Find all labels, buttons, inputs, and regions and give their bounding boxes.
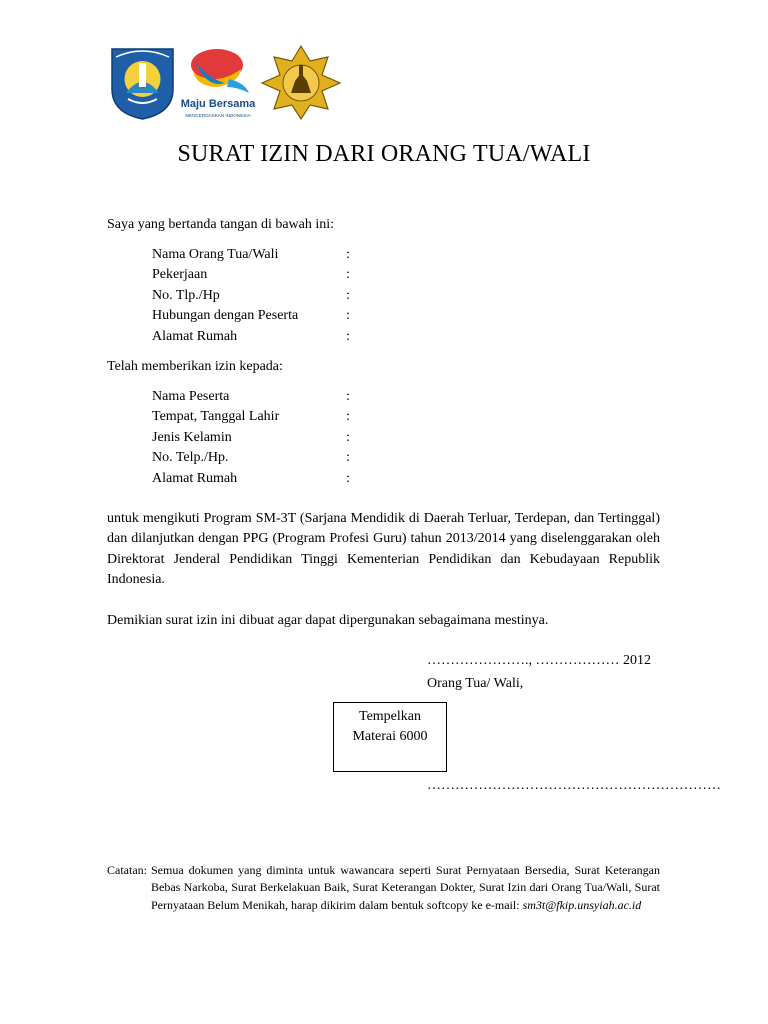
participant-fields bbox=[152, 387, 392, 489]
signatory-label: Orang Tua/ Wali, bbox=[427, 676, 524, 691]
field-parent-address[interactable]: Alamat Rumah : bbox=[152, 328, 350, 344]
stamp-line-2: Materai 6000 bbox=[352, 729, 428, 744]
parent-fields bbox=[152, 245, 392, 347]
field-gender[interactable]: Jenis Kelamin : bbox=[152, 429, 350, 445]
stamp-box bbox=[333, 702, 447, 772]
stamp-line-1: Tempelkan bbox=[359, 709, 421, 724]
field-birth-place-date[interactable]: Tempat, Tanggal Lahir : bbox=[152, 409, 350, 425]
kemdikbud-logo bbox=[106, 43, 179, 121]
signature-line[interactable]: ……………………………………………………… bbox=[427, 778, 721, 793]
contact-email[interactable]: sm3t@fkip.unsyiah.ac.id bbox=[522, 897, 642, 912]
field-participant-name[interactable]: Nama Peserta : bbox=[152, 389, 350, 404]
svg-text:Maju Bersama: Maju Bersama bbox=[180, 98, 256, 110]
maju-bersama-logo bbox=[179, 43, 257, 121]
unsyiah-logo bbox=[258, 43, 344, 121]
field-participant-address[interactable]: Alamat Rumah : bbox=[152, 470, 350, 486]
field-occupation[interactable]: Pekerjaan : bbox=[152, 267, 350, 283]
field-parent-name[interactable]: Nama Orang Tua/Wali : bbox=[152, 247, 350, 262]
svg-text:MENCERDASKAN INDONESIA: MENCERDASKAN INDONESIA bbox=[185, 113, 251, 118]
date-line[interactable]: …………………., ……………… 2012 bbox=[427, 653, 651, 668]
program-paragraph: untuk mengikuti Program SM-3T (Sarjana Mendidik di Daerah Terluar, Terdepan, dan Tertinggal) dan dilanjutkan dengan PPG (Program Profesi Guru) tahun 2013/2014 yang diselenggarakan oleh Direktorat Jenderal Pendidikan Tinggi Kementerian Pendidikan dan Kebudayaan Republik Indonesia. bbox=[107, 511, 660, 588]
note-label: Catatan: bbox=[107, 863, 147, 877]
note-text: Semua dokumen yang diminta untuk wawancara seperti Surat Pernyataan Bersedia, Surat Keterangan Bebas Narkoba, Surat Berkelakuan Baik, Surat Keterangan Dokter, Surat Izin dari Orang Tua/Wali, Surat Pernyataan Belum Menikah, harap dikirim dalam bentuk softcopy ke e-mail: bbox=[151, 863, 660, 912]
permission-intro-text: Telah memberikan izin kepada: bbox=[107, 359, 283, 374]
note-body bbox=[151, 862, 660, 914]
intro-text: Saya yang bertanda tangan di bawah ini: bbox=[107, 217, 335, 232]
document-title: SURAT IZIN DARI ORANG TUA/WALI bbox=[177, 141, 591, 167]
footnote bbox=[107, 862, 660, 914]
field-parent-phone[interactable]: No. Tlp./Hp : bbox=[152, 287, 350, 303]
field-participant-phone[interactable]: No. Telp./Hp. : bbox=[152, 450, 350, 466]
closing-text: Demikian surat izin ini dibuat agar dapat dipergunakan sebagaimana mestinya. bbox=[107, 613, 549, 628]
field-relationship[interactable]: Hubungan dengan Peserta : bbox=[152, 308, 350, 324]
